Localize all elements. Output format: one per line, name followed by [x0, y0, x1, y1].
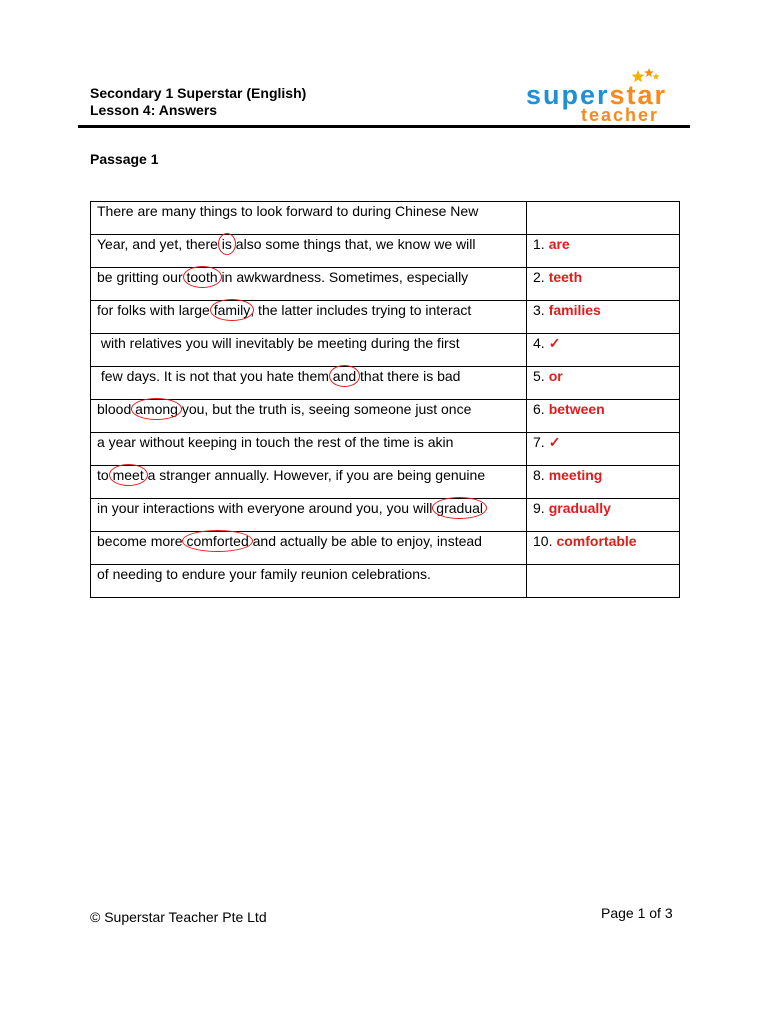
answer-cell [527, 565, 680, 598]
lesson-title: Lesson 4: Answers [90, 102, 218, 118]
passage-text: be gritting our [97, 269, 187, 285]
passage-text: and actually be able to enjoy, instead [248, 533, 482, 549]
passage-text: Year, and yet, there [97, 236, 222, 252]
passage-text: of needing to endure your family reunion celebrations. [97, 566, 431, 582]
passage-line [97, 367, 520, 384]
passage-text: few days. It is not that you hate them [97, 368, 333, 384]
table-row [91, 235, 680, 268]
table-row [91, 367, 680, 400]
passage-line [97, 301, 520, 318]
check-mark-icon: ✓ [548, 434, 561, 450]
answer-line [533, 202, 673, 203]
passage-line [97, 532, 520, 549]
passage-line-cell [91, 367, 527, 400]
answer-cell [527, 433, 680, 466]
passage-text: a year without keeping in touch the rest of the time is akin [97, 434, 454, 450]
answer-line [533, 400, 673, 417]
table-row [91, 565, 680, 598]
passage-text: a stranger annually. However, if you are being genuine [143, 467, 486, 483]
passage-line-cell [91, 499, 527, 532]
passage-text: in your interactions with everyone around you, you will [97, 500, 437, 516]
answer-line [533, 367, 673, 384]
answer-cell [527, 301, 680, 334]
table-row [91, 499, 680, 532]
passage-text: to [97, 467, 113, 483]
table-row [91, 268, 680, 301]
circled-error-word: is [221, 236, 232, 252]
passage-line-cell [91, 532, 527, 565]
passage-text: There are many things to look forward to during Chinese New [97, 203, 479, 219]
check-mark-icon: ✓ [548, 335, 561, 351]
answer-cell [527, 499, 680, 532]
table-row [91, 301, 680, 334]
answer-number: 7. [533, 434, 545, 450]
answer-number: 3. [533, 302, 545, 318]
answer-number: 5. [533, 368, 545, 384]
table-row [91, 400, 680, 433]
circled-error-word: comforted [186, 533, 249, 549]
answer-number: 9. [533, 500, 545, 516]
answer-cell [527, 532, 680, 565]
table-row [91, 532, 680, 565]
answer-table [90, 201, 680, 598]
passage-line-cell [91, 235, 527, 268]
passage-line [97, 202, 520, 219]
answer-cell [527, 268, 680, 301]
answer-number: 4. [533, 335, 545, 351]
passage-text: that there is bad [356, 368, 461, 384]
answer-line [533, 433, 673, 450]
correction-word: or [548, 368, 563, 384]
passage-line-cell [91, 565, 527, 598]
logo-wordmark: superstar [526, 80, 668, 110]
logo-teacher-word: teacher [581, 105, 660, 125]
passage-text: with relatives you will inevitably be meeting during the first [97, 335, 460, 351]
passage-line [97, 499, 520, 516]
answer-cell [527, 466, 680, 499]
correction-word: are [548, 236, 570, 252]
passage-text: you, but the truth is, seeing someone just once [177, 401, 472, 417]
passage-line [97, 565, 520, 582]
answer-line [533, 565, 673, 566]
circled-error-word: meet [112, 467, 144, 483]
passage-text: in awkwardness. Sometimes, especially [217, 269, 469, 285]
circled-error-word: tooth [186, 269, 218, 285]
passage-line-cell [91, 466, 527, 499]
answer-line [533, 235, 673, 252]
course-title: Secondary 1 Superstar (English) [90, 85, 307, 101]
passage-text: for folks with large [97, 302, 214, 318]
answer-cell [527, 400, 680, 433]
correction-word: meeting [548, 467, 603, 483]
passage-line-cell [91, 433, 527, 466]
answer-cell [527, 367, 680, 400]
answer-line [533, 499, 673, 516]
superstar-teacher-logo [526, 68, 686, 124]
circled-error-word: and [332, 368, 357, 384]
answer-number: 10. [533, 533, 553, 549]
passage-line-cell [91, 268, 527, 301]
passage-line [97, 466, 520, 483]
passage-line-cell [91, 202, 527, 235]
passage-line-cell [91, 334, 527, 367]
answer-number: 2. [533, 269, 545, 285]
circled-error-word: gradual [436, 500, 483, 516]
answer-cell [527, 235, 680, 268]
footer-copyright: © Superstar Teacher Pte Ltd [90, 909, 267, 925]
passage-text: blood [97, 401, 136, 417]
table-row [91, 466, 680, 499]
passage-text: also some things that, we know we will [231, 236, 476, 252]
answer-line [533, 466, 673, 483]
correction-word: gradually [548, 500, 611, 516]
correction-word: between [548, 401, 605, 417]
passage-title: Passage 1 [90, 151, 159, 167]
answer-number: 6. [533, 401, 545, 417]
answer-line [533, 334, 673, 351]
passage-text: become more [97, 533, 187, 549]
circled-error-word: among [135, 401, 178, 417]
correction-word: families [548, 302, 601, 318]
passage-line-cell [91, 301, 527, 334]
answer-cell [527, 334, 680, 367]
answer-line [533, 532, 673, 549]
answer-number: 8. [533, 467, 545, 483]
passage-line [97, 400, 520, 417]
answer-cell [527, 202, 680, 235]
answer-number: 1. [533, 236, 545, 252]
page-number: Page 1 of 3 [601, 905, 673, 921]
passage-line [97, 235, 520, 252]
document-header [90, 85, 306, 119]
table-row [91, 433, 680, 466]
correction-word: teeth [548, 269, 583, 285]
passage-line-cell [91, 400, 527, 433]
correction-word: comfortable [556, 533, 637, 549]
passage-line [97, 268, 520, 285]
passage-line [97, 334, 520, 351]
table-row [91, 202, 680, 235]
answer-line [533, 301, 673, 318]
table-row [91, 334, 680, 367]
header-divider [78, 125, 690, 128]
answer-line [533, 268, 673, 285]
passage-line [97, 433, 520, 450]
passage-text: , the latter includes trying to interact [250, 302, 472, 318]
circled-error-word: family [213, 302, 251, 318]
